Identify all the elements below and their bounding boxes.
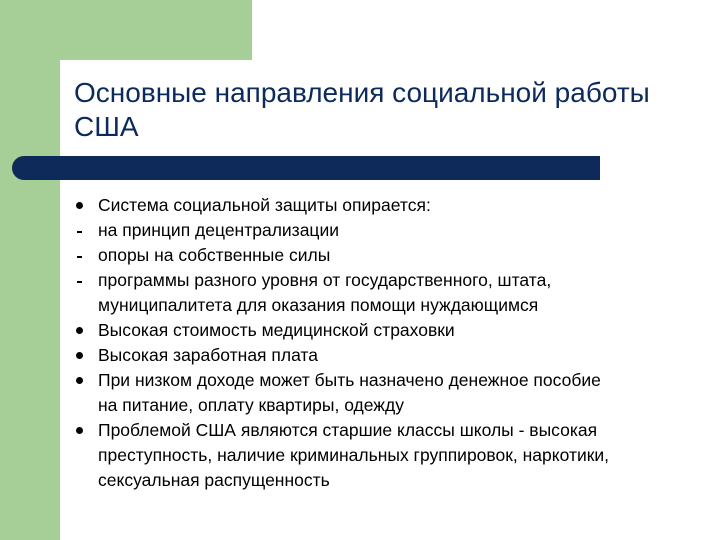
list-item-line: сексуальная распущенность (98, 470, 330, 490)
slide-title: Основные направления социальной работы США (74, 77, 650, 142)
list-item (76, 218, 706, 243)
list-item (76, 343, 706, 368)
list-item-text (98, 268, 706, 318)
list-item-line: опоры на собственные силы (98, 245, 331, 265)
list-item-text (98, 418, 706, 493)
list-item-line: Высокая заработная плата (98, 345, 318, 365)
list-item-text (98, 218, 706, 243)
bullet-dot-icon (76, 193, 98, 209)
list-item-text (98, 343, 706, 368)
bullet-dot-icon (76, 418, 98, 434)
list-item-line: на питание, оплату квартиры, одежду (98, 395, 404, 415)
list-item-text (98, 243, 706, 268)
list-item-line: на принцип децентрализации (98, 220, 340, 240)
title-divider (12, 156, 600, 180)
list-item-line: При низком доходе может быть назначено денежное пособие (98, 370, 601, 390)
bullet-list (76, 193, 706, 493)
list-item-line: программы разного уровня от государственного, штата, (98, 270, 552, 290)
list-item (76, 193, 706, 218)
bullet-dot-icon (76, 318, 98, 334)
top-accent-block (0, 0, 252, 60)
list-item-line: преступность, наличие криминальных группировок, наркотики, (98, 445, 610, 465)
list-item-line: Высокая стоимость медицинской страховки (98, 320, 455, 340)
list-item-text (98, 193, 706, 218)
bullet-dash-icon (76, 243, 98, 258)
list-item-line: муниципалитета для оказания помощи нуждающимся (98, 295, 539, 315)
bullet-dot-icon (76, 368, 98, 384)
bullet-dash-icon (76, 268, 98, 283)
left-accent-bar (0, 0, 60, 540)
list-item-line: Система социальной защиты опирается: (98, 195, 431, 215)
list-item-text (98, 318, 706, 343)
list-item (76, 318, 706, 343)
list-item (76, 418, 706, 493)
bullet-dot-icon (76, 343, 98, 359)
list-item (76, 368, 706, 418)
list-item (76, 243, 706, 268)
list-item (76, 268, 706, 318)
list-item-text (98, 368, 706, 418)
list-item-line: Проблемой США являются старшие классы школы - высокая (98, 420, 598, 440)
bullet-dash-icon (76, 218, 98, 233)
